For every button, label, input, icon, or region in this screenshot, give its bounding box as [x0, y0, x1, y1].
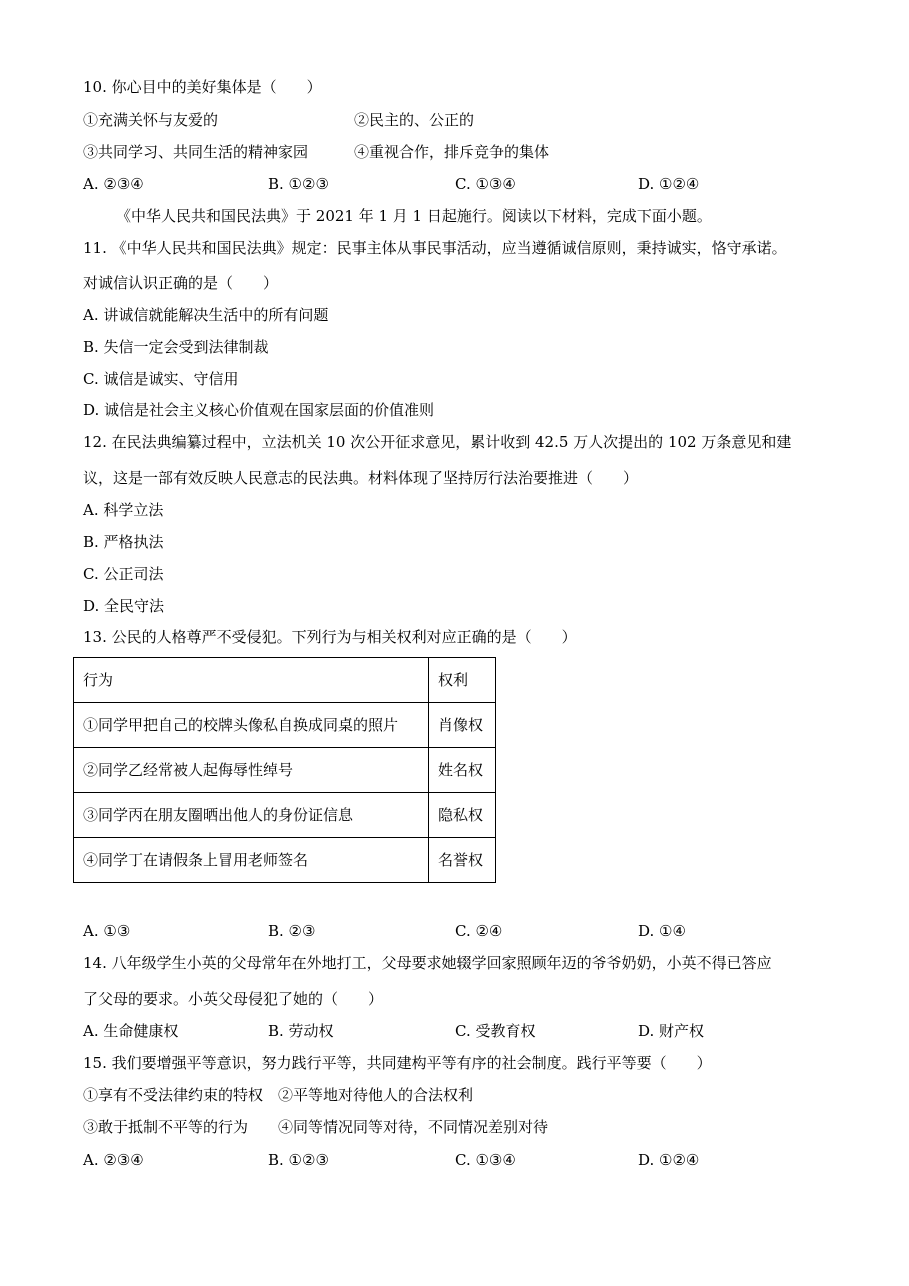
q12-option-b: B. 严格执法	[83, 533, 164, 551]
q13-option-c: C. ②④	[455, 922, 503, 940]
q10-statement-2: ②民主的、公正的	[354, 111, 475, 129]
q12-option-a: A. 科学立法	[83, 501, 164, 519]
q10-statement-1: ①充满关怀与友爱的	[83, 111, 219, 129]
q14-stem-line1: 14. 八年级学生小英的父母常年在外地打工，父母要求她辍学回家照顾年迈的爷爷奶奶，小英不得已答应	[83, 954, 772, 972]
table-cell-right: 姓名权	[429, 748, 496, 793]
table-header-cell: 行为	[74, 658, 429, 703]
q12-option-d: D. 全民守法	[83, 597, 165, 615]
q12-option-c: C. 公正司法	[83, 565, 164, 583]
rights-table	[73, 657, 496, 883]
q12-stem-line2: 议，这是一部有效反映人民意志的民法典。材料体现了坚持厉行法治要推进（ ）	[83, 469, 639, 487]
table-cell-behavior: ③同学丙在朋友圈晒出他人的身份证信息	[74, 793, 429, 838]
q11-option-c: C. 诚信是诚实、守信用	[83, 370, 239, 388]
q13-option-d: D. ①④	[638, 922, 686, 940]
q12-stem-line1: 12. 在民法典编纂过程中，立法机关 10 次公开征求意见，累计收到 42.5 万人次提出的 102 万条意见和建	[83, 433, 792, 451]
table-row	[74, 838, 496, 883]
table-row	[74, 703, 496, 748]
table-cell-behavior: ①同学甲把自己的校牌头像私自换成同桌的照片	[74, 703, 429, 748]
q10-statement-4: ④重视合作，排斥竞争的集体	[354, 143, 550, 161]
q10-stem: 10. 你心目中的美好集体是（ ）	[83, 78, 322, 96]
table-cell-behavior: ②同学乙经常被人起侮辱性绰号	[74, 748, 429, 793]
q11-option-a: A. 讲诚信就能解决生活中的所有问题	[83, 306, 329, 324]
table-row	[74, 793, 496, 838]
table-row	[74, 748, 496, 793]
q15-option-c: C. ①③④	[455, 1151, 516, 1169]
q15-option-d: D. ①②④	[638, 1151, 700, 1169]
q11-option-d: D. 诚信是社会主义核心价值观在国家层面的价值准则	[83, 401, 435, 419]
table-cell-right: 隐私权	[429, 793, 496, 838]
q14-option-a: A. 生命健康权	[83, 1022, 179, 1040]
q14-option-d: D. 财产权	[638, 1022, 705, 1040]
table-header-cell: 权利	[429, 658, 496, 703]
table-cell-right: 名誉权	[429, 838, 496, 883]
q10-option-a: A. ②③④	[83, 175, 144, 193]
q13-option-a: A. ①③	[83, 922, 131, 940]
q15-option-a: A. ②③④	[83, 1151, 144, 1169]
q13-option-b: B. ②③	[268, 922, 316, 940]
q14-option-b: B. 劳动权	[268, 1022, 334, 1040]
q11-stem-line1: 11. 《中华人民共和国民法典》规定：民事主体从事民事活动，应当遵循诚信原则，秉持诚实，恪守承诺。	[83, 239, 787, 257]
q15-statements-3-4: ③敢于抵制不平等的行为 ④同等情况同等对待，不同情况差别对待	[83, 1118, 549, 1136]
q15-option-b: B. ①②③	[268, 1151, 329, 1169]
table-cell-behavior: ④同学丁在请假条上冒用老师签名	[74, 838, 429, 883]
material-intro: 《中华人民共和国民法典》于 2021 年 1 月 1 日起施行。阅读以下材料，完成下面小题。	[116, 207, 712, 225]
table-cell-right: 肖像权	[429, 703, 496, 748]
q10-option-c: C. ①③④	[455, 175, 516, 193]
q10-option-d: D. ①②④	[638, 175, 700, 193]
q14-option-c: C. 受教育权	[455, 1022, 536, 1040]
q15-statements-1-2: ①享有不受法律约束的特权 ②平等地对待他人的合法权利	[83, 1086, 474, 1104]
table-header-row	[74, 658, 496, 703]
q10-option-b: B. ①②③	[268, 175, 329, 193]
q11-option-b: B. 失信一定会受到法律制裁	[83, 338, 269, 356]
q11-stem-line2: 对诚信认识正确的是（ ）	[83, 274, 279, 292]
q13-stem: 13. 公民的人格尊严不受侵犯。下列行为与相关权利对应正确的是（ ）	[83, 628, 577, 646]
q14-stem-line2: 了父母的要求。小英父母侵犯了她的（ ）	[83, 990, 384, 1008]
q10-statement-3: ③共同学习、共同生活的精神家园	[83, 143, 309, 161]
q15-stem: 15. 我们要增强平等意识，努力践行平等，共同建构平等有序的社会制度。践行平等要（ ）	[83, 1054, 712, 1072]
